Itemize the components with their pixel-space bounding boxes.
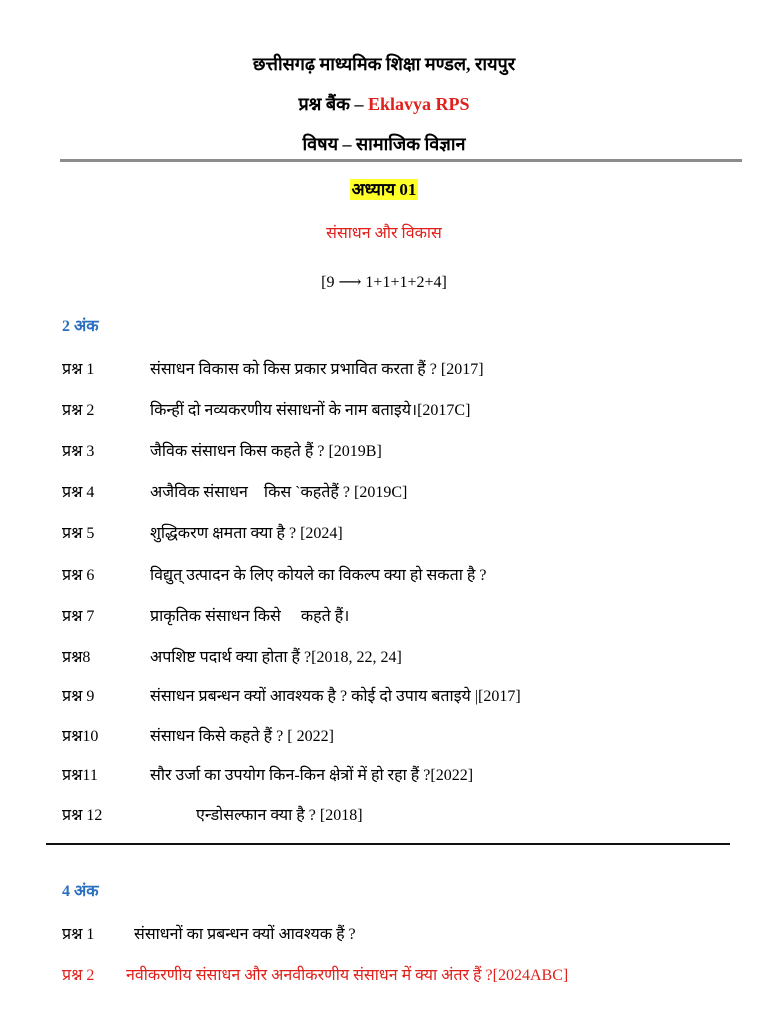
question-text: संसाधन किसे कहते हैं ? [ 2022] <box>150 728 334 745</box>
question-text: किन्हीं दो नव्यकरणीय संसाधनों के नाम बताइये।[2017C] <box>150 402 471 419</box>
question-label: प्रश्न 7 <box>62 608 95 625</box>
question-label: प्रश्न 3 <box>62 443 95 460</box>
section-4-heading: 4 अंक <box>62 883 99 900</box>
question-label: प्रश्न10 <box>62 728 99 745</box>
question-text: संसाधन प्रबन्धन क्यों आवश्यक है ? कोई दो उपाय बताइये |[2017] <box>150 688 521 705</box>
section-divider <box>46 843 730 845</box>
question-text: अपशिष्ट पदार्थ क्या होता हैं ?[2018, 22, 24] <box>150 649 402 666</box>
question-text: संसाधन विकास को किस प्रकार प्रभावित करता हैं ? [2017] <box>150 361 484 378</box>
bank-name: Eklavya RPS <box>368 94 470 114</box>
question-label: प्रश्न 5 <box>62 525 95 542</box>
question-bank-title <box>0 92 768 116</box>
board-title: छत्तीसगढ़ माध्यमिक शिक्षा मण्डल, रायपुर <box>252 54 516 74</box>
question-label: प्रश्न 6 <box>62 567 95 584</box>
question-label: प्रश्न 4 <box>62 484 95 501</box>
question-label: प्रश्न 2 <box>62 402 95 419</box>
chapter-number-highlight: अध्याय 01 <box>351 180 417 199</box>
question-text: संसाधनों का प्रबन्धन क्यों आवश्यक हैं ? <box>134 926 356 943</box>
question-label: प्रश्न 12 <box>62 807 103 824</box>
marks-scheme: [9 ⟶ 1+1+1+2+4] <box>321 274 447 291</box>
question-label: प्रश्न11 <box>62 767 98 784</box>
section-2-heading: 2 अंक <box>62 318 99 335</box>
chapter-number <box>0 177 768 200</box>
question-label: प्रश्न 1 <box>62 926 95 943</box>
question-label: प्रश्न8 <box>62 649 91 666</box>
subject-title: विषय – सामाजिक विज्ञान <box>302 134 466 154</box>
question-label: प्रश्न 2 <box>62 967 95 984</box>
question-label: प्रश्न 9 <box>62 688 95 705</box>
question-text: अजैविक संसाधन किस `कहतेहैं ? [2019C] <box>150 484 408 501</box>
bank-label: प्रश्न बैंक – <box>298 94 369 114</box>
header-divider <box>60 159 742 162</box>
question-text: एन्डोसल्फान क्या है ? [2018] <box>196 807 363 824</box>
chapter-title: संसाधन और विकास <box>326 225 442 242</box>
question-text: शुद्धिकरण क्षमता क्या है ? [2024] <box>150 525 343 542</box>
question-text: सौर उर्जा का उपयोग किन-किन क्षेत्रों में हो रहा हैं ?[2022] <box>150 767 474 784</box>
question-text: नवीकरणीय संसाधन और अनवीकरणीय संसाधन में क्या अंतर हैं ?[2024ABC] <box>126 967 569 984</box>
question-text: प्राकृतिक संसाधन किसे कहते हैं। <box>150 608 350 625</box>
question-text: जैविक संसाधन किस कहते हैं ? [2019B] <box>150 443 382 460</box>
question-text: विद्युत् उत्पादन के लिए कोयले का विकल्प क्या हो सकता है ? <box>150 567 487 584</box>
question-label: प्रश्न 1 <box>62 361 95 378</box>
